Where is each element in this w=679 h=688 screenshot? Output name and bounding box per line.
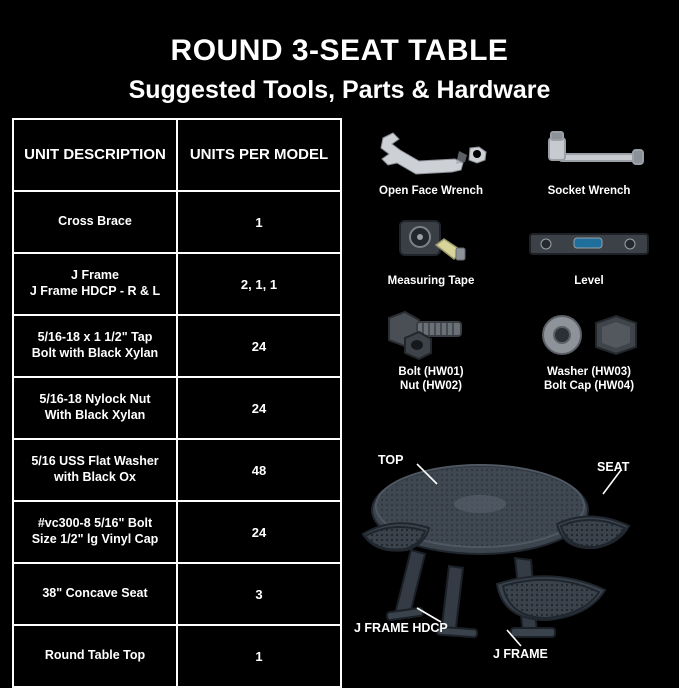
tool-washer-bolt-cap <box>510 307 668 394</box>
tool-row-3 <box>352 307 668 394</box>
callout-j-frame-hdcp: J FRAME HDCP <box>354 621 448 635</box>
product-illustration <box>345 438 675 674</box>
washer-bolt-cap-icon <box>510 307 668 363</box>
parts-table <box>12 118 342 688</box>
cell-units: 24 <box>177 377 341 439</box>
cell-description: Cross Brace <box>13 191 177 253</box>
tool-label: Open Face Wrench <box>379 185 483 197</box>
cell-description: #vc300-8 5/16" Bolt Size 1/2" lg Vinyl Cap <box>13 501 177 563</box>
table-row <box>13 253 341 315</box>
tool-label: Level <box>574 275 604 288</box>
measuring-tape-icon <box>352 216 510 272</box>
page-title: ROUND 3-SEAT TABLE <box>170 34 509 67</box>
cell-description: Round Table Top <box>13 625 177 687</box>
cell-units: 2, 1, 1 <box>177 253 341 315</box>
table-row <box>13 501 341 563</box>
cell-units: 24 <box>177 501 341 563</box>
cell-units: 1 <box>177 191 341 253</box>
tool-label: Washer (HW03) Bolt Cap (HW04) <box>543 365 635 393</box>
column-header-description: UNIT DESCRIPTION <box>13 119 177 191</box>
table-row <box>13 377 341 439</box>
tool-label: Measuring Tape <box>387 275 475 288</box>
tool-open-face-wrench <box>352 126 510 198</box>
callout-top: TOP <box>378 453 404 467</box>
table-row <box>13 439 341 501</box>
cell-description: 38" Concave Seat <box>13 563 177 625</box>
cell-units: 24 <box>177 315 341 377</box>
page-subtitle: Suggested Tools, Parts & Hardware <box>128 76 551 104</box>
tool-label: Socket Wrench <box>547 185 631 197</box>
table-row <box>13 315 341 377</box>
tool-level <box>510 216 668 288</box>
tool-label: Bolt (HW01) Nut (HW02) <box>398 365 464 393</box>
callout-seat: SEAT <box>597 460 630 474</box>
cell-units: 3 <box>177 563 341 625</box>
table-row <box>13 625 341 687</box>
cell-units: 48 <box>177 439 341 501</box>
spacer <box>352 198 668 216</box>
cell-units: 1 <box>177 625 341 687</box>
table-row <box>13 191 341 253</box>
cell-description: J Frame J Frame HDCP - R & L <box>13 253 177 315</box>
tool-row-1 <box>352 126 668 198</box>
spacer <box>352 289 668 307</box>
table-header-row <box>13 119 341 191</box>
column-header-units: UNITS PER MODEL <box>177 119 341 191</box>
bolt-nut-icon <box>352 307 510 363</box>
tool-measuring-tape <box>352 216 510 288</box>
tools-grid <box>352 126 668 394</box>
cell-description: 5/16-18 x 1 1/2" Tap Bolt with Black Xylan <box>13 315 177 377</box>
level-icon <box>510 216 668 272</box>
tool-row-2 <box>352 216 668 288</box>
tool-socket-wrench <box>510 126 668 198</box>
socket-wrench-icon <box>510 126 668 182</box>
callout-j-frame: J FRAME <box>493 647 548 661</box>
tool-bolt-nut <box>352 307 510 394</box>
table-row <box>13 563 341 625</box>
cell-description: 5/16 USS Flat Washer with Black Ox <box>13 439 177 501</box>
cell-description: 5/16-18 Nylock Nut With Black Xylan <box>13 377 177 439</box>
open-face-wrench-icon <box>352 126 510 182</box>
